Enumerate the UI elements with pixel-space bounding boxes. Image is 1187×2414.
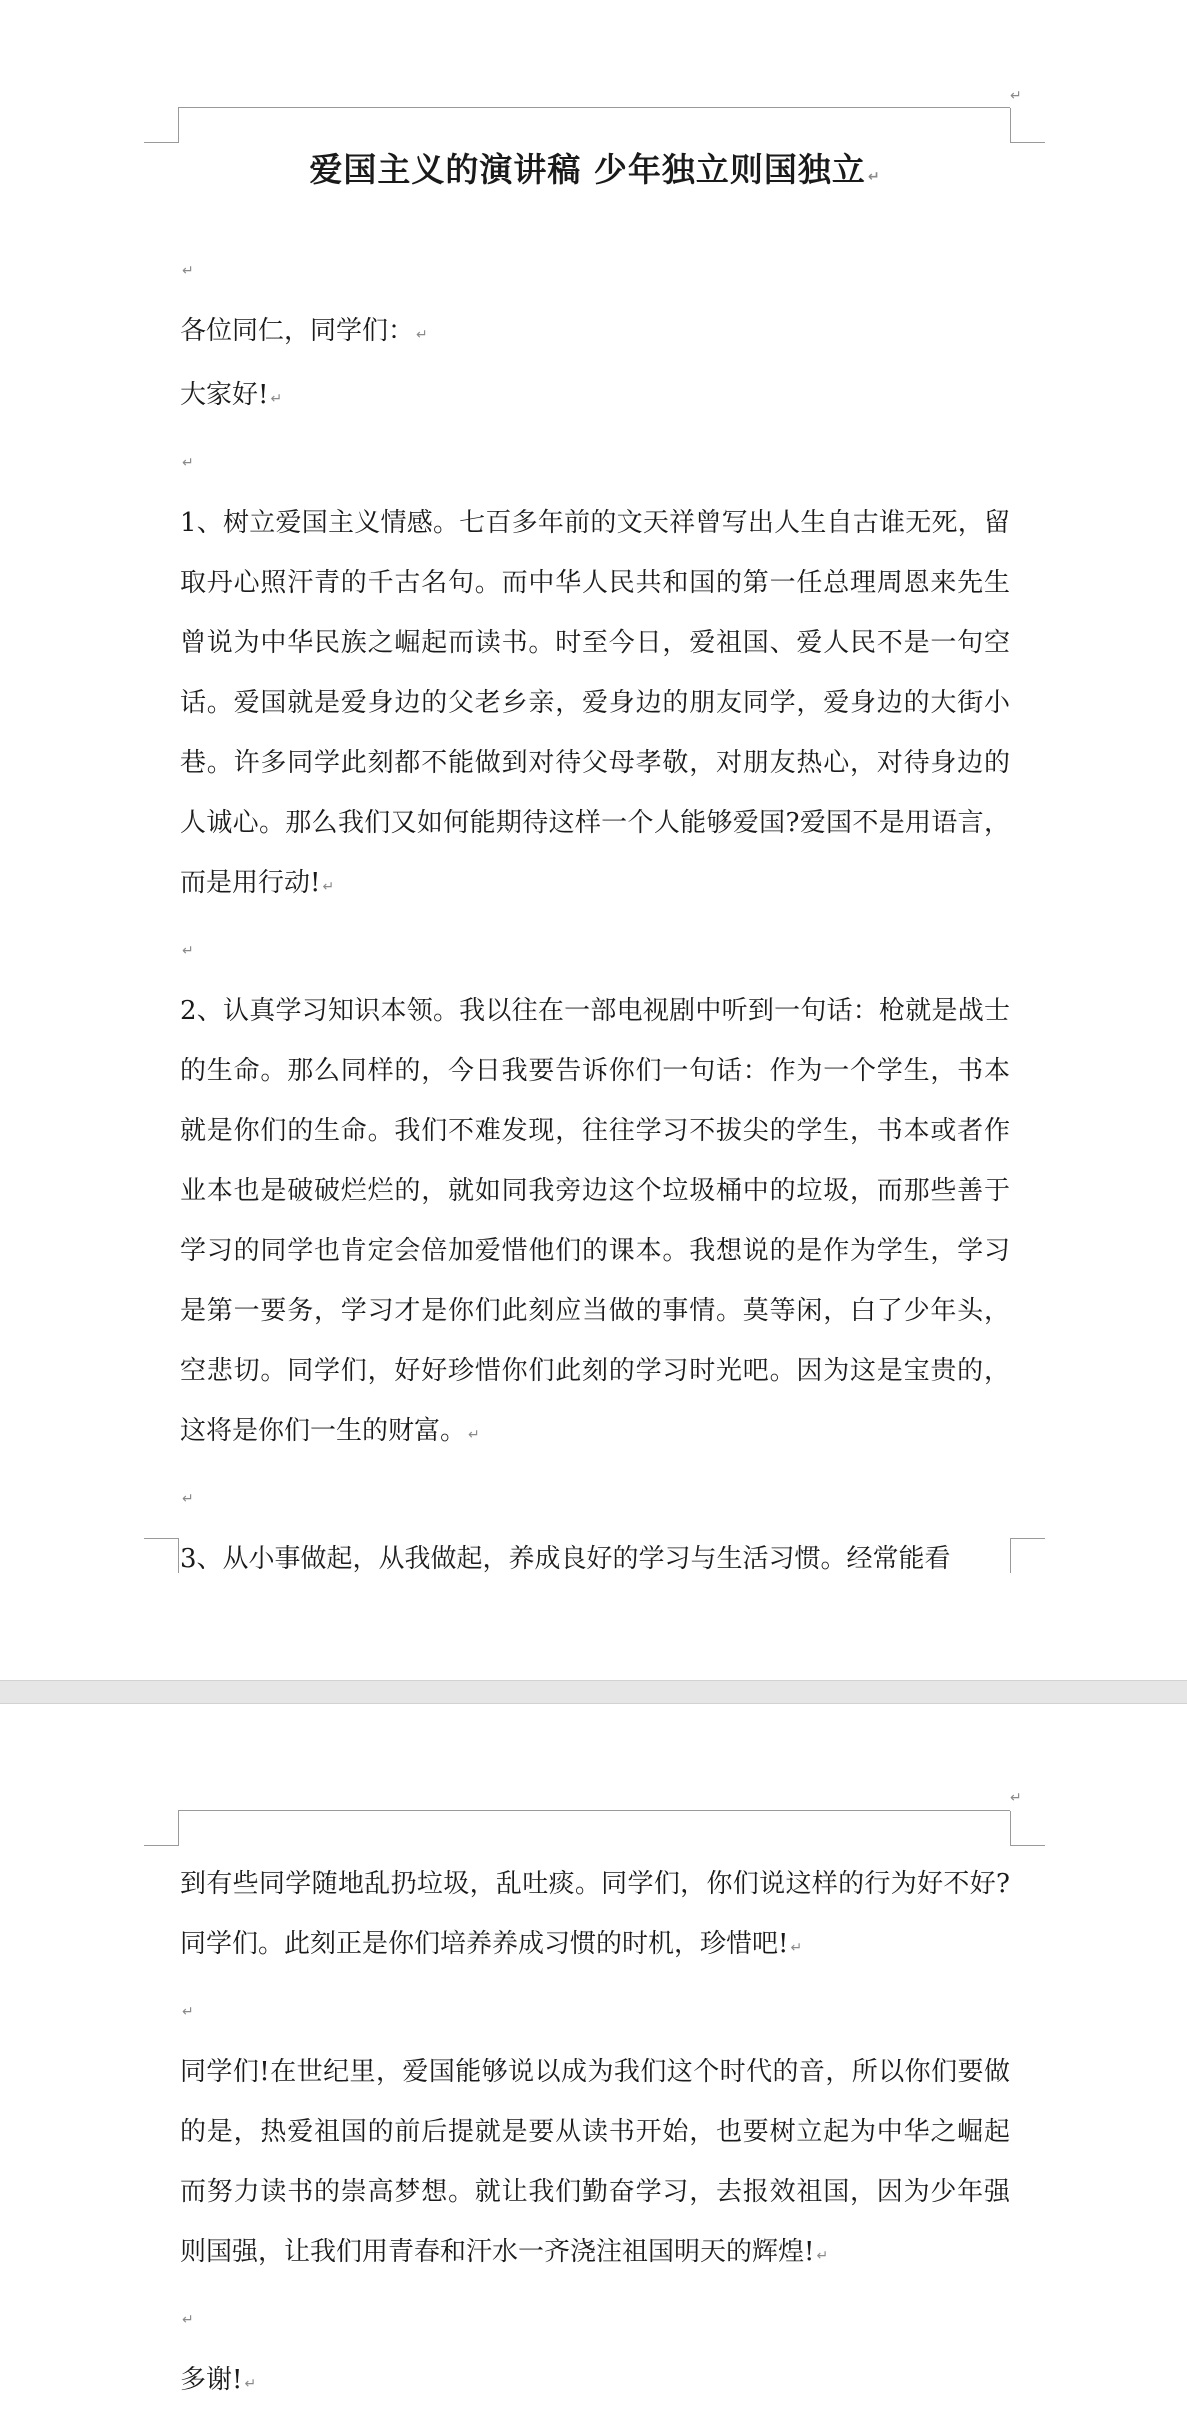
greeting-paragraph — [180, 301, 1010, 365]
paragraph-mark: ↵ — [270, 391, 283, 407]
paragraph-mark: ↵ — [244, 2376, 257, 2392]
empty-paragraph — [180, 429, 1010, 493]
empty-paragraph — [180, 1978, 1010, 2042]
paragraph-mark: ↵ — [790, 1940, 803, 1956]
margin-corner-bottom-left — [144, 1538, 179, 1573]
paragraph-mark: ↵ — [182, 263, 194, 279]
page-1-body[interactable] — [180, 150, 1010, 1589]
point-1-text: 1、树立爱国主义情感。七百多年前的文天祥曾写出人生自古谁无死，留取丹心照汗青的千古名句。而中华人民共和国的第一任总理周恩来先生曾说为中华民族之崛起而读书。时至今日，爱祖国、爱人民不是一句空话。爱国就是爱身边的父老乡亲，爱身边的朋友同学，爱身边的大街小巷。许多同学此刻都不能做到对待父母孝敬，对朋友热心，对待身边的人诚心。那么我们又如何能期待这样一个人能够爱国?爱国不是用语言，而是用行动! — [180, 508, 1010, 898]
page-separator — [0, 1680, 1187, 1704]
point-1-paragraph — [180, 493, 1010, 917]
header-paragraph-mark: ↵ — [1010, 1790, 1022, 1806]
paragraph-mark: ↵ — [416, 327, 428, 343]
paragraph-mark: ↵ — [867, 169, 881, 185]
margin-corner-top-left — [144, 108, 179, 143]
header-paragraph-mark: ↵ — [1010, 88, 1022, 104]
page-title — [180, 150, 1010, 197]
paragraph-mark: ↵ — [468, 1427, 480, 1443]
point-2-text: 2、认真学习知识本领。我以往在一部电视剧中听到一句话：枪就是战士的生命。那么同样的，今日我要告诉你们一句话：作为一个学生，书本就是你们的生命。我们不难发现，往往学习不拔尖的学生，书本或者作业本也是破破烂烂的，就如同我旁边这个垃圾桶中的垃圾，而那些善于学习的同学也肯定会倍加爱惜他们的课本。我想说的是作为学生，学习是第一要务，学习才是你们此刻应当做的事情。莫等闲，白了少年头，空悲切。同学们，好好珍惜你们此刻的学习时光吧。因为这是宝贵的，这将是你们一生的财富。 — [180, 996, 1010, 1446]
thanks-paragraph — [180, 2350, 1010, 2414]
title-text: 爱国主义的演讲稿 少年独立则国独立 — [309, 150, 866, 189]
thanks-text: 多谢! — [180, 2365, 243, 2395]
greeting-text: 各位同仁，同学们： — [180, 316, 415, 346]
page-2-body[interactable] — [180, 1854, 1010, 2414]
margin-corner-top-right — [1010, 108, 1045, 143]
hello-text: 大家好! — [180, 380, 269, 410]
paragraph-mark: ↵ — [182, 1491, 194, 1507]
paragraph-mark: ↵ — [182, 455, 194, 471]
hello-paragraph — [180, 365, 1010, 429]
paragraph-mark: ↵ — [182, 943, 194, 959]
header-line — [178, 107, 1010, 108]
closing-text: 同学们!在世纪里，爱国能够说以成为我们这个时代的音，所以你们要做的是，热爱祖国的前后提就是要从读书开始，也要树立起为中华之崛起而努力读书的崇高梦想。就让我们勤奋学习，去报效祖国，因为少年强则国强，让我们用青春和汗水一齐浇注祖国明天的辉煌! — [180, 2057, 1010, 2267]
margin-corner-top-right — [1010, 1811, 1045, 1846]
document-page-2 — [0, 1704, 1187, 2395]
closing-paragraph — [180, 2042, 1010, 2286]
empty-paragraph — [180, 917, 1010, 981]
paragraph-mark: ↵ — [182, 2312, 194, 2328]
paragraph-mark: ↵ — [322, 879, 335, 895]
point-3-start-text: 3、从小事做起，从我做起，养成良好的学习与生活习惯。经常能看 — [180, 1544, 951, 1574]
empty-paragraph — [180, 1465, 1010, 1529]
point-3-end-text: 到有些同学随地乱扔垃圾，乱吐痰。同学们，你们说这样的行为好不好?同学们。此刻正是你们培养养成习惯的时机，珍惜吧! — [180, 1869, 1010, 1959]
point-2-paragraph — [180, 981, 1010, 1465]
point-3-paragraph-end — [180, 1854, 1010, 1978]
header-line — [178, 1810, 1010, 1811]
margin-corner-top-left — [144, 1811, 179, 1846]
point-3-paragraph-start — [180, 1529, 1010, 1589]
empty-paragraph — [180, 237, 1010, 301]
margin-corner-bottom-right — [1010, 1538, 1045, 1573]
paragraph-mark: ↵ — [816, 2248, 829, 2264]
paragraph-mark: ↵ — [182, 2004, 194, 2020]
empty-paragraph — [180, 2286, 1010, 2350]
